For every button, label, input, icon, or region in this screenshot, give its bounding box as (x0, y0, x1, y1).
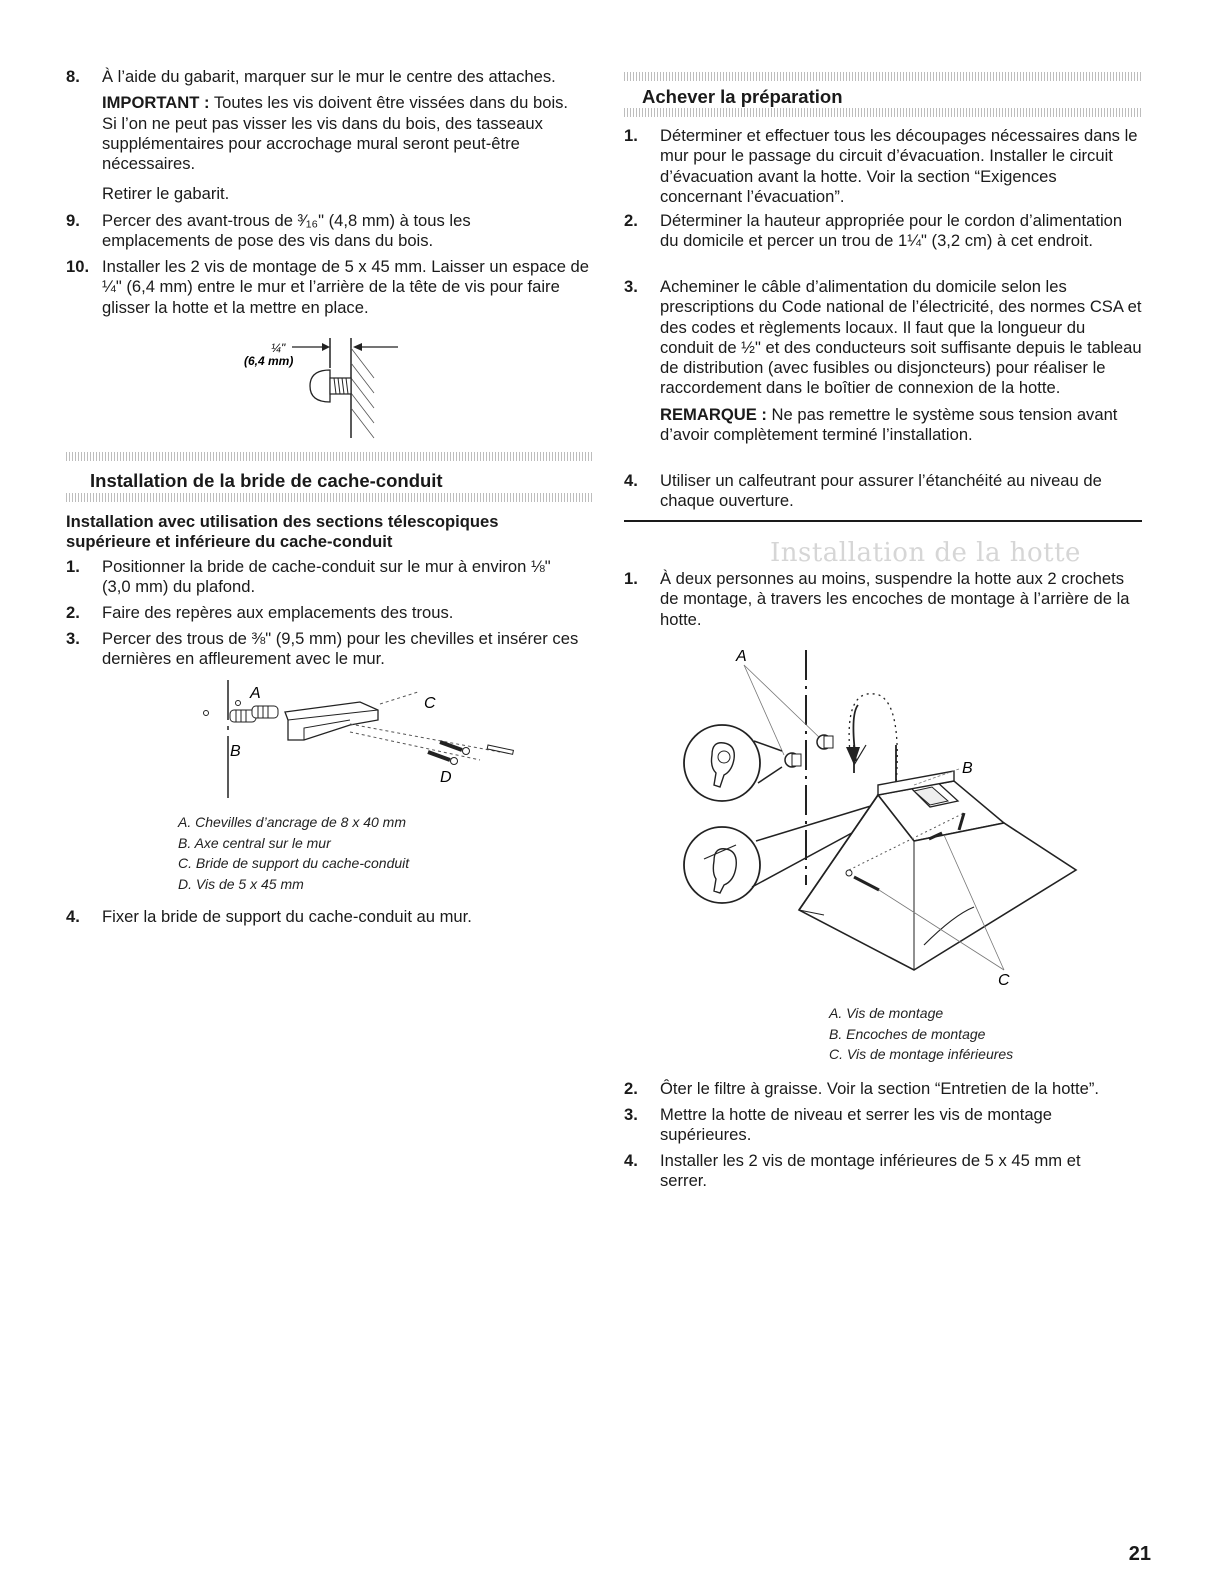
step-number: 9. (66, 211, 80, 230)
caption-b: B. Encoches de montage (829, 1025, 986, 1042)
step-text: Installer les 2 vis de montage de 5 x 45 mm. Laisser un espace de ¼" (6,4 mm) entre le mur et l’arrière de la tête de vis pour faire glisser la hotte et la mettre en place. (102, 257, 590, 317)
hood-step-3 (624, 1105, 1142, 1146)
important-note (102, 93, 572, 174)
step-10 (66, 257, 594, 318)
section-divider (624, 520, 1142, 522)
section-rule-top (624, 72, 1142, 81)
bracket-step-4 (66, 907, 594, 927)
section-title-preparation: Achever la préparation (642, 86, 843, 107)
step-number: 8. (66, 67, 80, 86)
hood-step-4 (624, 1151, 1142, 1192)
right-column (624, 0, 1142, 1585)
step-number: 2. (624, 1079, 638, 1098)
step-text: À l’aide du gabarit, marquer sur le mur le centre des attaches. (102, 67, 556, 86)
bracket-figure-captions (178, 812, 409, 894)
caption-a: A. Chevilles d’ancrage de 8 x 40 mm (178, 814, 406, 830)
step-number: 3. (624, 277, 638, 296)
important-label: IMPORTANT : (102, 93, 210, 113)
caption-c: C. Vis de montage inférieures (829, 1046, 1014, 1062)
section-rule-bottom (624, 108, 1142, 117)
important-text: Toutes les vis doivent être vissées dans du bois. Si l’on ne peut pas visser les vis dans du bois, des tasseaux supplémentaires pour accrochage mural seront peut-être nécessaires. (102, 93, 569, 174)
prep-step-3 (624, 277, 1142, 445)
label-c: C (424, 695, 436, 712)
step-number: 1. (66, 557, 80, 576)
step-number: 2. (624, 211, 638, 230)
hood-step-1 (624, 569, 1142, 630)
step-8 (66, 67, 594, 205)
step-number: 10. (66, 257, 90, 276)
caption-d: D. Vis de 5 x 45 mm (178, 875, 304, 892)
note-text: Ne pas remettre le système sous tension avant d’avoir complètement terminé l’installation. (660, 404, 1118, 445)
left-column (66, 0, 594, 1585)
note-label: REMARQUE : (660, 404, 767, 424)
bracket-step-1 (66, 557, 594, 598)
step-text: Mettre la hotte de niveau et serrer les vis de montage supérieures. (660, 1105, 1053, 1145)
step-text: Déterminer et effectuer tous les découpages nécessaires dans le mur pour le passage du circuit d’évacuation. Installer le circuit d’évacuation avant la hotte. Voir la section “Exigences concernant l’évacuation”. (660, 126, 1138, 206)
step-number: 4. (66, 907, 80, 926)
hood-figure (674, 645, 1094, 995)
remove-template-text: Retirer le gabarit. (102, 184, 230, 204)
step-text: Installer les 2 vis de montage inférieures de 5 x 45 mm et serrer. (660, 1151, 1081, 1191)
label-b: B (230, 743, 241, 760)
hood-step-2 (624, 1079, 1142, 1099)
hood-figure-captions (829, 1003, 1013, 1065)
step-text: Utiliser un calfeutrant pour assurer l’étanchéité au niveau de chaque ouverture. (660, 471, 1102, 511)
screw-gap-figure (226, 338, 466, 448)
label-a: A (250, 685, 261, 702)
label-d: D (440, 769, 452, 786)
label-c: C (998, 972, 1010, 989)
caption-a: A. Vis de montage (829, 1005, 944, 1021)
label-a: A (736, 648, 747, 665)
page-number: 21 (1128, 1543, 1151, 1565)
gap-label-inches: ¼" (271, 341, 286, 355)
caption-b: B. Axe central sur le mur (178, 834, 331, 851)
bracket-figure (200, 680, 460, 800)
step-text: Positionner la bride de cache-conduit sur le mur à environ ⅛" (3,0 mm) du plafond. (102, 557, 551, 597)
prep-step-2 (624, 211, 1142, 252)
note (660, 405, 1142, 446)
step-number: 4. (624, 471, 638, 490)
step-text: À deux personnes au moins, suspendre la hotte aux 2 crochets de montage, à travers les encoches de montage à l’arrière de la hotte. (660, 569, 1130, 629)
step-text: Percer des avant-trous de ³⁄₁₆" (4,8 mm) à tous les emplacements de pose des vis dans du bois. (102, 211, 471, 251)
step-number: 3. (624, 1105, 638, 1124)
bracket-step-3 (66, 629, 594, 670)
section-title-hood: Installation de la hotte (770, 538, 1081, 568)
gap-label-mm: (6,4 mm) (244, 354, 294, 368)
label-b: B (962, 760, 973, 777)
bracket-step-2 (66, 603, 594, 623)
step-text: Fixer la bride de support du cache-conduit au mur. (102, 907, 472, 926)
step-number: 2. (66, 603, 80, 622)
step-9 (66, 211, 556, 252)
prep-step-1 (624, 126, 1142, 207)
step-number: 1. (624, 569, 638, 588)
prep-step-4 (624, 471, 1142, 512)
section-title-bracket: Installation de la bride de cache-conduit (90, 470, 443, 491)
step-text: Acheminer le câble d’alimentation du domicile selon les prescriptions du Code national de l’électricité, des normes CSA et des codes et règlements locaux. Il faut que la longueur du conduit de ½" et des conducteurs soit suffisante depuis le tableau de distribution (avec fusibles ou disjoncteurs) pour réaliser le raccordement dans le boîtier de connexion de la hotte. (660, 277, 1142, 398)
step-text: Faire des repères aux emplacements des trous. (102, 603, 454, 622)
step-text: Percer des trous de ⅜" (9,5 mm) pour les chevilles et insérer ces dernières en affleurement avec le mur. (102, 629, 579, 669)
step-text: Ôter le filtre à graisse. Voir la section “Entretien de la hotte”. (660, 1079, 1100, 1098)
caption-c: C. Bride de support du cache-conduit (178, 855, 410, 871)
step-number: 3. (66, 629, 80, 648)
step-number: 1. (624, 126, 638, 145)
section-rule-top (66, 452, 594, 461)
step-text: Déterminer la hauteur appropriée pour le cordon d’alimentation du domicile et percer un trou de 1¼" (3,2 cm) à cet endroit. (660, 211, 1123, 251)
section-rule-bottom (66, 493, 594, 502)
subsection-title: Installation avec utilisation des sections télescopiques supérieure et inférieure du cache-conduit (66, 512, 499, 551)
step-number: 4. (624, 1151, 638, 1170)
